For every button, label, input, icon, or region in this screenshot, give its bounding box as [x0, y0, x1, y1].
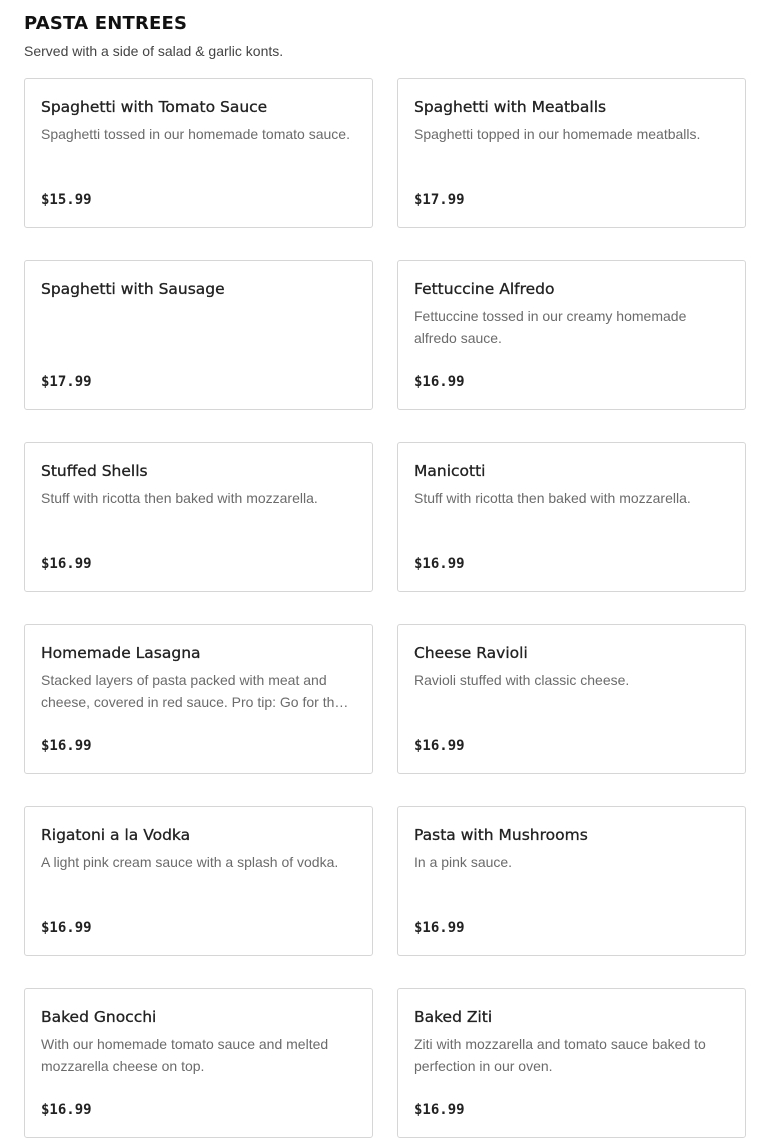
menu-item-description: Spaghetti topped in our homemade meatballs.: [414, 126, 701, 142]
menu-item-card[interactable]: [397, 442, 746, 592]
menu-item-price: $17.99: [414, 192, 465, 208]
menu-item-price: $16.99: [414, 1102, 465, 1118]
menu-item-price: $16.99: [414, 556, 465, 572]
section-title: PASTA ENTREES: [24, 13, 188, 34]
menu-item-card[interactable]: [397, 78, 746, 228]
menu-item-description: Stacked layers of pasta packed with meat and cheese, covered in red sauce. Pro tip: Go for th…: [41, 672, 349, 710]
menu-item-description: Fettuccine tossed in our creamy homemade alfredo sauce.: [414, 308, 687, 346]
menu-item-price: $16.99: [41, 738, 92, 754]
menu-item-name: Spaghetti with Sausage: [41, 280, 225, 298]
menu-item-description: Ziti with mozzarella and tomato sauce baked to perfection in our oven.: [414, 1036, 706, 1074]
menu-item-name: Fettuccine Alfredo: [414, 280, 555, 298]
menu-item-description: With our homemade tomato sauce and melted mozzarella cheese on top.: [41, 1036, 329, 1074]
menu-item-name: Rigatoni a la Vodka: [41, 826, 191, 844]
menu-item-card[interactable]: [24, 624, 373, 774]
menu-item-price: $16.99: [414, 374, 465, 390]
menu-item-name: Manicotti: [414, 462, 486, 480]
menu-item-price: $16.99: [414, 738, 465, 754]
menu-item-card[interactable]: [24, 806, 373, 956]
menu-item-card[interactable]: [24, 988, 373, 1138]
menu-item-name: Spaghetti with Tomato Sauce: [41, 98, 268, 116]
menu-item-price: $16.99: [41, 556, 92, 572]
menu-item-price: $15.99: [41, 192, 92, 208]
menu-item-card[interactable]: [397, 988, 746, 1138]
menu-item-description: Spaghetti tossed in our homemade tomato sauce.: [41, 126, 350, 142]
menu-item-name: Cheese Ravioli: [414, 644, 528, 662]
menu-item-card[interactable]: [24, 78, 373, 228]
menu-item-name: Baked Ziti: [414, 1008, 493, 1026]
menu-item-card[interactable]: [397, 260, 746, 410]
menu-item-card[interactable]: [397, 806, 746, 956]
menu-item-name: Spaghetti with Meatballs: [414, 98, 607, 116]
menu-item-description: A light pink cream sauce with a splash of vodka.: [41, 854, 339, 870]
menu-item-name: Stuffed Shells: [41, 462, 148, 480]
menu-item-description: Stuff with ricotta then baked with mozzarella.: [41, 490, 318, 506]
menu-item-description: Stuff with ricotta then baked with mozzarella.: [414, 490, 691, 506]
menu-item-card[interactable]: [24, 442, 373, 592]
section-subtitle: Served with a side of salad & garlic konts.: [24, 43, 284, 59]
menu-item-card[interactable]: [397, 624, 746, 774]
menu-item-price: $16.99: [41, 1102, 92, 1118]
menu-item-card[interactable]: [24, 260, 373, 410]
menu-section-header: [24, 12, 746, 60]
menu-item-name: Pasta with Mushrooms: [414, 826, 588, 844]
menu-items-grid: [24, 78, 746, 1138]
menu-item-description: Ravioli stuffed with classic cheese.: [414, 672, 630, 688]
menu-item-price: $17.99: [41, 374, 92, 390]
menu-item-description: In a pink sauce.: [414, 854, 513, 870]
menu-item-price: $16.99: [414, 920, 465, 936]
menu-item-name: Homemade Lasagna: [41, 644, 201, 662]
menu-item-price: $16.99: [41, 920, 92, 936]
menu-item-name: Baked Gnocchi: [41, 1008, 157, 1026]
